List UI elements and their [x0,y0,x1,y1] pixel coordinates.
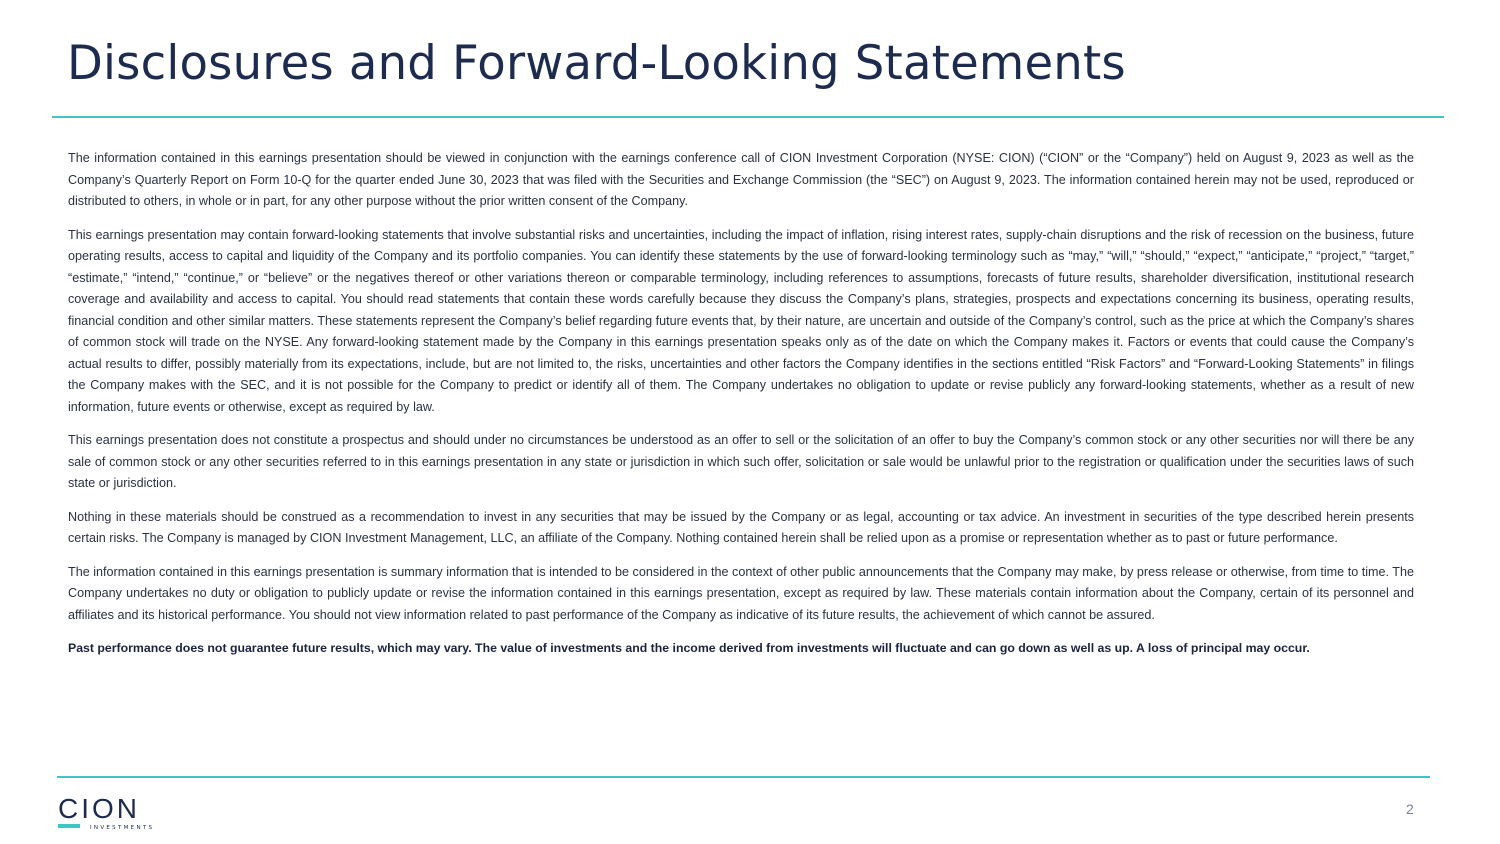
paragraph-summary-information: The information contained in this earnings presentation is summary information that is intended to be considered in the context of other public announcements that the Company may make, by press release or otherwise, from time to time. The Company undertakes no duty or obligation to publicly update or revise the information contained in this earnings presentation, except as required by law. These materials contain information about the Company, certain of its personnel and affiliates and its historical performance. You should not view information related to past performance of the Company as indicative of its future results, the achievement of which cannot be assured. [68,564,1414,622]
page-title: Disclosures and Forward-Looking Statements [67,36,1126,91]
paragraph-forward-looking: This earnings presentation may contain forward-looking statements that involve substantial risks and uncertainties, including the impact of inflation, rising interest rates, supply-chain disruptions and the risk of recession on the business, future operating results, access to capital and liquidity of the Company and its portfolio companies. You can identify these statements by the use of forward-looking terminology such as “may,” “will,” “should,” “expect,” “anticipate,” “project,” “target,” “estimate,” “intend,” “continue,” or “believe” or the negatives thereof or other variations thereon or comparable terminology, including references to assumptions, forecasts of future results, shareholder diversification, institutional research coverage and availability and access to capital. You should read statements that contain these words carefully because they discuss the Company’s plans, strategies, prospects and expectations concerning its business, operating results, financial condition and other similar matters. These statements represent the Company’s belief regarding future events that, by their nature, are uncertain and outside of the Company’s control, such as the price at which the Company’s shares of common stock will trade on the NYSE. Any forward-looking statement made by the Company in this earnings presentation speaks only as of the date on which the Company makes it. Factors or events that could cause the Company’s actual results to differ, possibly materially from its expectations, include, but are not limited to, the risks, uncertainties and other factors the Company identifies in the sections entitled “Risk Factors” and “Forward-Looking Statements” in filings the Company makes with the SEC, and it is not possible for the Company to predict or identify all of them. The Company undertakes no obligation to update or revise publicly any forward-looking statements, whether as a result of new information, future events or otherwise, except as required by law. [68,227,1414,414]
paragraph-not-recommendation: Nothing in these materials should be construed as a recommendation to invest in any securities that may be issued by the Company or as legal, accounting or tax advice. An investment in securities of the type described herein presents certain risks. The Company is managed by CION Investment Management, LLC, an affiliate of the Company. Nothing contained herein shall be relied upon as a promise or representation whether as to past or future performance. [68,509,1414,545]
cion-logo [58,794,158,834]
disclosure-body [68,148,1414,672]
page-number: 2 [1406,801,1414,817]
past-performance-statement: Past performance does not guarantee future results, which may vary. The value of investments and the income derived from investments will fluctuate and can go down as well as up. A loss of principal may occur. [68,641,1310,655]
header-divider [52,116,1444,118]
logo-subtext: INVESTMENTS [90,825,155,831]
paragraph-context: The information contained in this earnings presentation should be viewed in conjunction with the earnings conference call of CION Investment Corporation (NYSE: CION) (“CION” or the “Company”) held on August 9, 2023 as well as the Company’s Quarterly Report on Form 10-Q for the quarter ended June 30, 2023 that was filed with the Securities and Exchange Commission (the “SEC”) on August 9, 2023. The information contained herein may not be used, reproduced or distributed to others, in whole or in part, for any other purpose without the prior written consent of the Company. [68,151,1414,208]
footer-divider [57,776,1430,778]
logo-accent-bar [58,824,80,828]
paragraph-not-prospectus: This earnings presentation does not constitute a prospectus and should under no circumstances be understood as an offer to sell or the solicitation of an offer to buy the Company’s common stock or any other securities nor will there be any sale of common stock or any other securities referred to in this earnings presentation in any state or jurisdiction in which such offer, solicitation or sale would be unlawful prior to the registration or qualification under the securities laws of such state or jurisdiction. [68,433,1414,490]
logo-wordmark: CION [58,793,140,824]
